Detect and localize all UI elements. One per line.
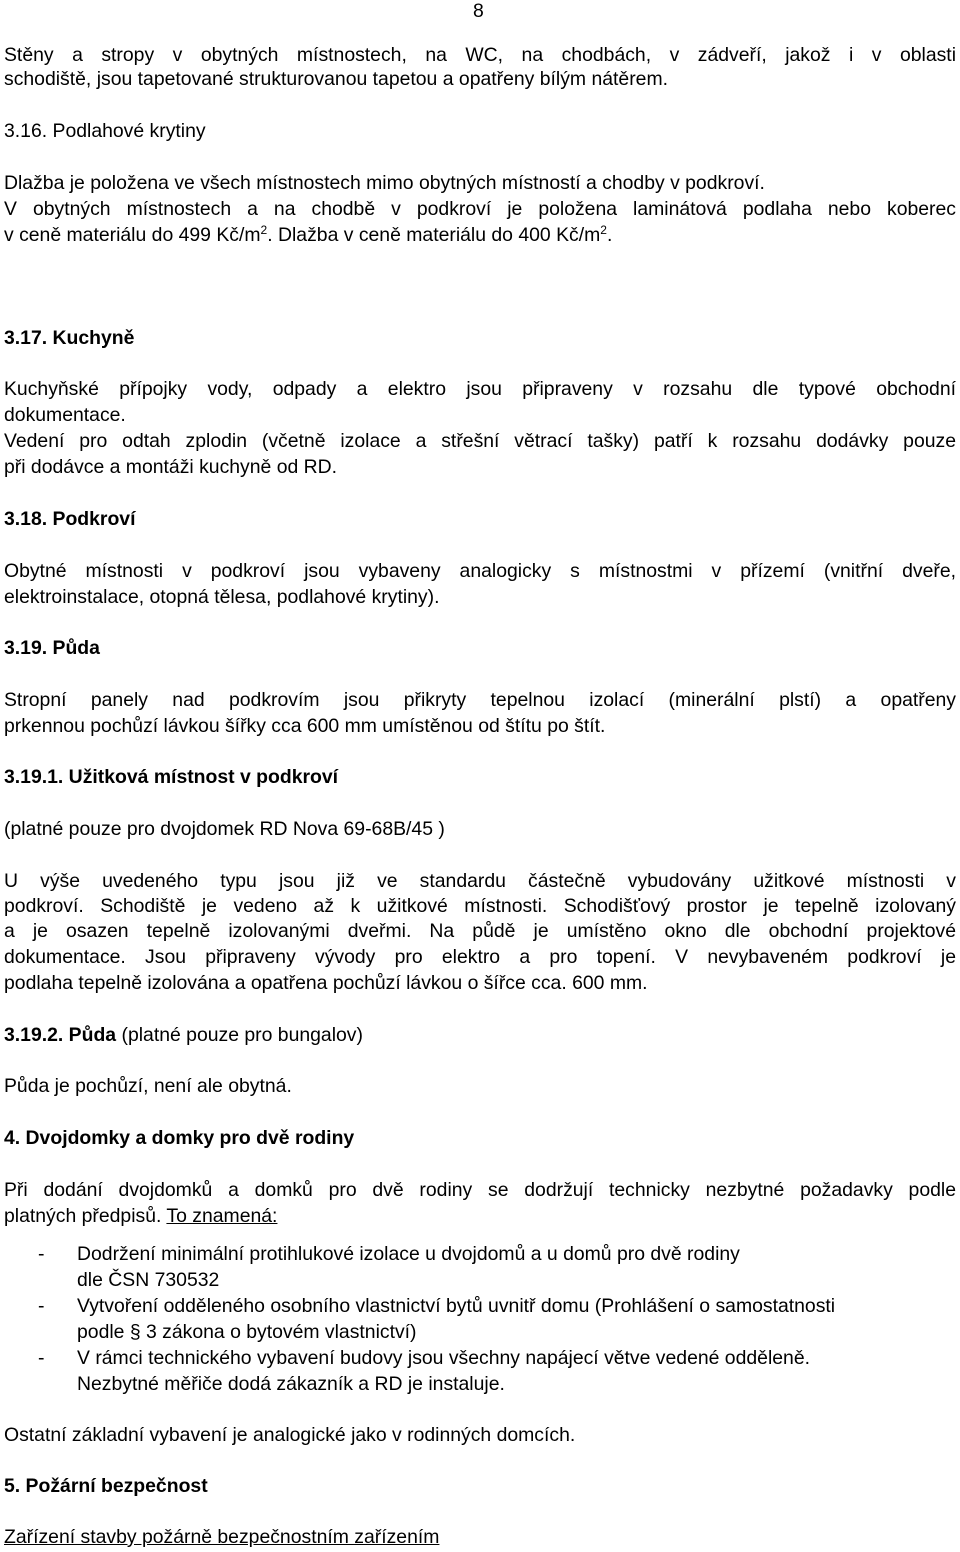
s3191-line-4: dokumentace. Jsou připraveny vývody pro elektro a pro topení. V nevybaveném podkroví je: [4, 946, 956, 968]
heading-3-19-2-bold: 3.19.2. Půda: [4, 1024, 117, 1046]
heading-3-19: 3.19. Půda: [4, 637, 100, 659]
heading-5: 5. Požární bezpečnost: [4, 1475, 208, 1497]
heading-3-19-1: 3.19.1. Užitková místnost v podkroví: [4, 766, 339, 788]
s316-text-a: v ceně materiálu do 499 Kč/m: [4, 224, 261, 246]
heading-3-18: 3.18. Podkroví: [4, 508, 136, 530]
heading-4: 4. Dvojdomky a domky pro dvě rodiny: [4, 1127, 355, 1149]
s318-line-1: Obytné místnosti v podkroví jsou vybaveny analogicky s místnostmi v přízemí (vnitřní dveře,: [4, 560, 956, 582]
s4-underlined-text: To znamená:: [166, 1205, 278, 1227]
page-number: 8: [473, 0, 484, 22]
heading-3-19-2-note: (platné pouze pro bungalov): [116, 1024, 363, 1046]
intro-line-1: Stěny a stropy v obytných místnostech, na WC, na chodbách, v zádveří, jakož i v oblasti: [4, 44, 956, 66]
list-item-line-2: dle ČSN 730532: [77, 1269, 220, 1291]
s3191-line-5: podlaha tepelně izolována a opatřena pochůzí lávkou o šířce cca. 600 mm.: [4, 972, 648, 994]
s3192-text: Půda je pochůzí, není ale obytná.: [4, 1075, 292, 1097]
superscript-2: 2: [260, 223, 268, 237]
s316-line-3: [4, 224, 612, 246]
list-item-line-2: podle § 3 zákona o bytovém vlastnictví): [77, 1321, 417, 1343]
heading-3-16: 3.16. Podlahové krytiny: [4, 120, 206, 142]
intro-line-2: schodiště, jsou tapetované strukturovanou tapetou a opatřeny bílým nátěrem.: [4, 68, 668, 90]
s4-line-1: Při dodání dvojdomků a domků pro dvě rodiny se dodržují technicky nezbytné požadavky podle: [4, 1179, 956, 1201]
s317-line-4: při dodávce a montáži kuchyně od RD.: [4, 456, 338, 478]
s4-text: platných předpisů.: [4, 1205, 167, 1227]
s3191-line-2: podkroví. Schodiště je vedeno až k užitkové místnosti. Schodišťový prostor je tepelně izolovaný: [4, 895, 956, 917]
s4-closing: Ostatní základní vybavení je analogické jako v rodinných domcích.: [4, 1424, 576, 1446]
list-item-line-2: Nezbytné měřiče dodá zákazník a RD je instaluje.: [77, 1373, 505, 1395]
s317-line-2: dokumentace.: [4, 404, 126, 426]
heading-3-19-2: [4, 1024, 363, 1046]
s4-line-2: [4, 1205, 277, 1227]
s319-line-1: Stropní panely nad podkrovím jsou přikryty tepelnou izolací (minerální plstí) a opatřeny: [4, 689, 956, 711]
s317-line-1: Kuchyňské přípojky vody, odpady a elektro jsou připraveny v rozsahu dle typové obchodní: [4, 378, 956, 400]
superscript-2: 2: [600, 223, 607, 237]
s5-subheading: Zařízení stavby požárně bezpečnostním zařízením: [4, 1526, 440, 1548]
s316-line-1: Dlažba je položena ve všech místnostech mimo obytných místností a chodby v podkroví.: [4, 172, 765, 194]
list-dash: -: [38, 1347, 45, 1369]
list-item-line-1: V rámci technického vybavení budovy jsou všechny napájecí větve vedené odděleně.: [77, 1347, 810, 1369]
s316-line-2: V obytných místnostech a na chodbě v podkroví je položena laminátová podlaha nebo koberec: [4, 198, 956, 220]
list-dash: -: [38, 1243, 45, 1265]
s319-line-2: prkennou pochůzí lávkou šířky cca 600 mm umístěnou od štítu po štít.: [4, 715, 606, 737]
s316-text-b: . Dlažba v ceně materiálu do 400 Kč/m: [267, 224, 601, 246]
s3191-note: (platné pouze pro dvojdomek RD Nova 69-68B/45 ): [4, 818, 445, 840]
list-item-line-1: Dodržení minimální protihlukové izolace u dvojdomů a u domů pro dvě rodiny: [77, 1243, 740, 1265]
s3191-line-3: a je osazen tepelně izolovanými dveřmi. Na půdě je umístěno okno dle obchodní projektové: [4, 920, 956, 942]
s3191-line-1: U výše uvedeného typu jsou již ve standardu částečně vybudovány užitkové místnosti v: [4, 870, 956, 892]
heading-3-17: 3.17. Kuchyně: [4, 327, 135, 349]
list-dash: -: [38, 1295, 45, 1317]
list-item-line-1: Vytvoření odděleného osobního vlastnictví bytů uvnitř domu (Prohlášení o samostatnosti: [77, 1295, 836, 1317]
s317-line-3: Vedení pro odtah zplodin (včetně izolace a střešní větrací tašky) patří k rozsahu dodávky pouze: [4, 430, 956, 452]
s316-text-c: .: [606, 224, 613, 246]
s318-line-2: elektroinstalace, otopná tělesa, podlahové krytiny).: [4, 586, 440, 608]
